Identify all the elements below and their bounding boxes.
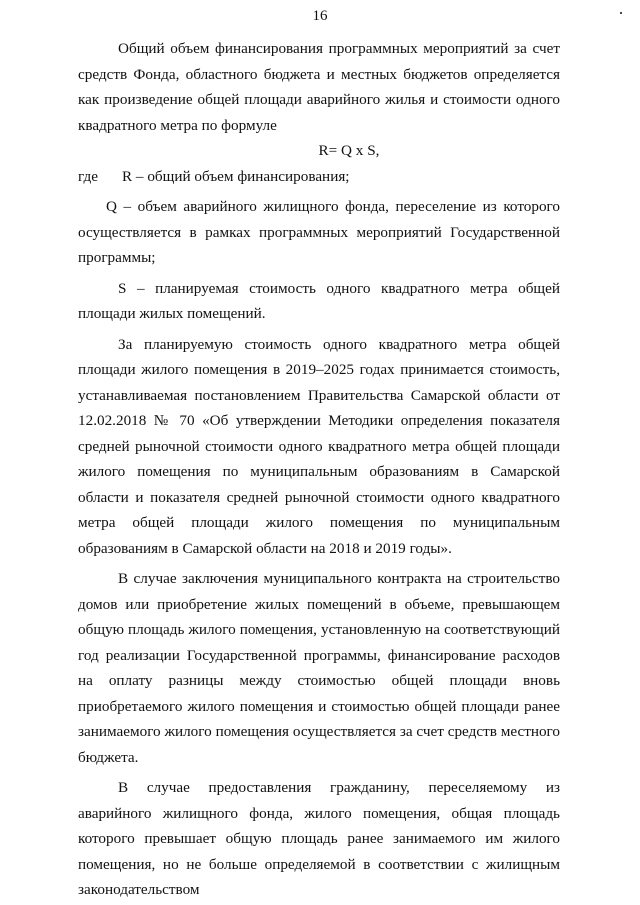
paragraph-housing-provision: В случае предоставления гражданину, переселяемому из аварийного жилищного фонда, жилого помещения, общая площадь которого превышает общую площадь ранее занимаемого им жилого помещения, но не больше определяемой в соответствии с жилищным законодательством [78, 779, 560, 898]
paragraph-planned-cost: За планируемую стоимость одного квадратного метра общей площади жилого помещения в 2019–2025 годах принимается стоимость, устанавливаемая постановлением Правительства Самарской области от 12.02.2018 № 70 «Об утверждении Методики определения показателя средней рыночной стоимости одного квадратного метра общей площади жилого помещения по муниципальным образованиям в Самарской области и показателя средней рыночной стоимости одного квадратного метра общей площади жилого помещения по муниципальным образованиям в Самарской области на 2018 и 2019 годы». [78, 335, 560, 557]
where-label: где [78, 167, 98, 185]
definition-q: Q – объем аварийного жилищного фонда, переселение из которого осуществляется в рамках программных мероприятий Государственной программы; [78, 198, 560, 266]
document-body [78, 36, 560, 903]
paragraph-financing-volume: Общий объем финансирования программных мероприятий за счет средств Фонда, областного бюджета и местных бюджетов определяется как произведение общей площади аварийного жилья и стоимости одного квадратного метра по формуле [78, 40, 560, 134]
definition-r-text: R – общий объем финансирования; [122, 167, 350, 185]
formula: R= Q x S, [318, 142, 380, 159]
paragraph-municipal-contract: В случае заключения муниципального контракта на строительство домов или приобретение жилых помещений в объеме, превышающем общую площадь жилого помещения, установленную на соответствующий год реализации Государственной программы, финансирование расходов на оплату разницы между стоимостью общей площади вновь приобретаемого жилого помещения и стоимостью общей площади ранее занимаемого жилого помещения осуществляется за счет средств местного бюджета. [78, 570, 560, 766]
definition-s: S – планируемая стоимость одного квадратного метра общей площади жилых помещений. [78, 279, 560, 322]
page-number: 16 [312, 8, 328, 24]
definition-r [78, 164, 560, 190]
